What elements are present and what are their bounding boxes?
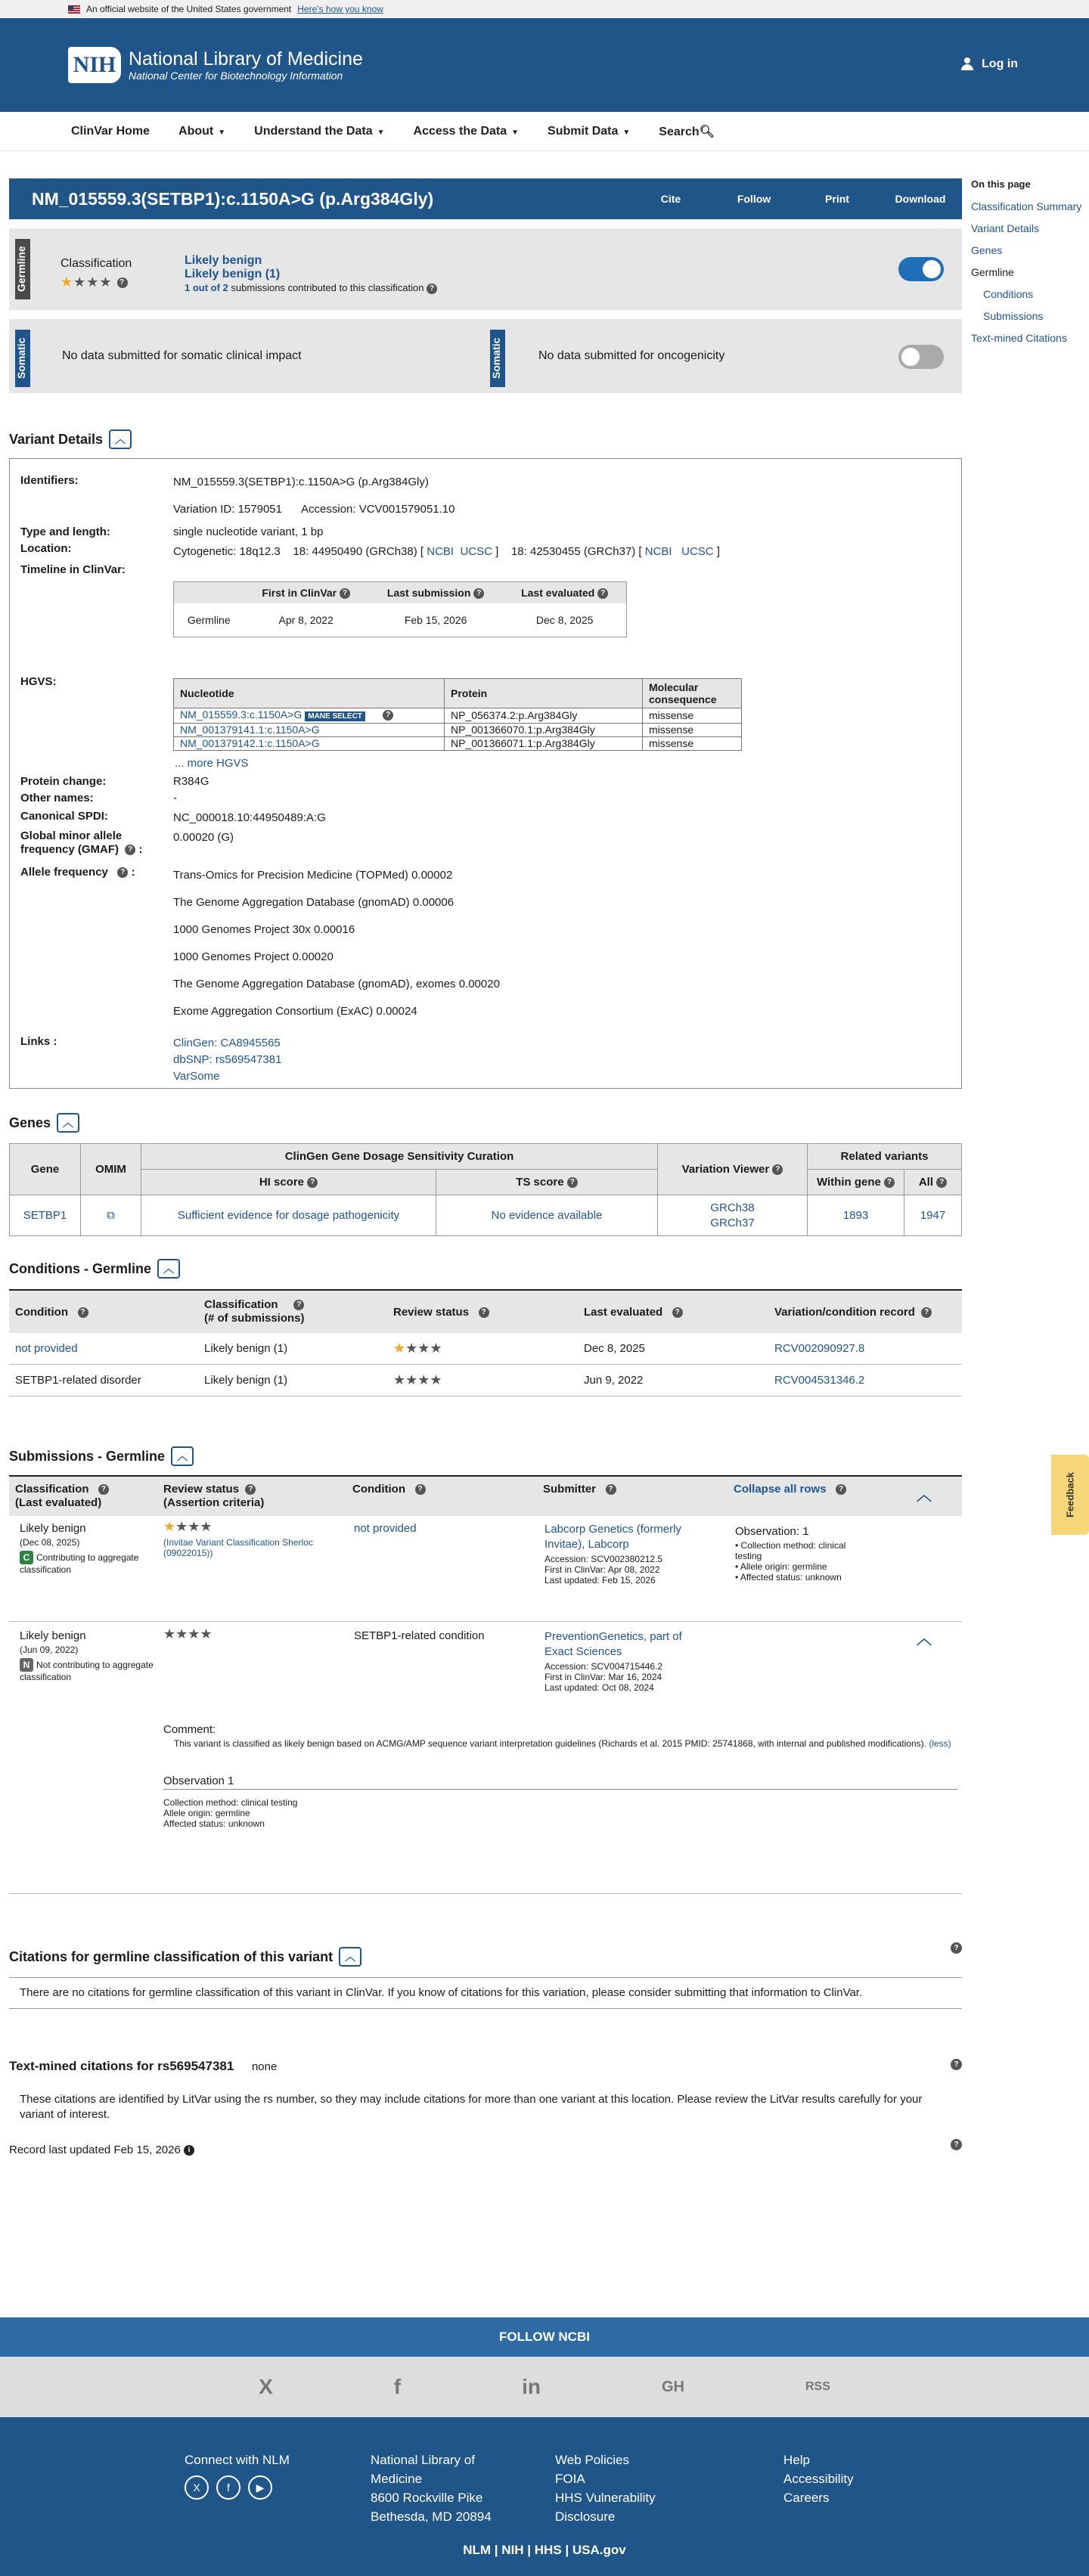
- youtube-icon[interactable]: ▶: [248, 2475, 272, 2500]
- help-icon: ?: [597, 588, 608, 599]
- login-label: Log in: [982, 57, 1018, 70]
- mane-select-badge: MANE SELECT: [305, 711, 365, 721]
- spdi-value: NC_000018.10:44950489:A:G: [173, 811, 326, 824]
- genes-header-ts: TS score ?: [436, 1170, 658, 1195]
- accession: Accession: VCV001579051.10: [301, 503, 455, 516]
- sub1-contrib: C Contributing to aggregate classification: [20, 1552, 139, 1575]
- variation-viewer-links: [658, 1195, 808, 1236]
- on-this-page: [971, 178, 1084, 354]
- nav-about[interactable]: [178, 125, 225, 138]
- footer-address: [371, 2450, 492, 2526]
- hgvs-protein: NP_056374.2:p.Arg384Gly: [445, 708, 643, 724]
- on-this-page-heading: On this page: [971, 178, 1031, 190]
- sub1-condition-link[interactable]: not provided: [354, 1522, 417, 1535]
- help-icon: ?: [245, 1484, 256, 1495]
- footer-agencies[interactable]: NLM | NIH | HHS | USA.gov: [463, 2543, 626, 2557]
- clingen-link[interactable]: ClinGen: CA8945565: [173, 1037, 281, 1049]
- cytogenetic: Cytogenetic: 18q12.3: [173, 545, 281, 558]
- facebook-icon[interactable]: f: [216, 2475, 240, 2500]
- collapse-all-rows-link[interactable]: Collapse all rows: [734, 1483, 827, 1496]
- somatic-toggle[interactable]: [898, 345, 944, 369]
- submissions-heading: Submissions - Germline: [9, 1448, 166, 1464]
- textmined-text: These citations are identified by LitVar using the rs number, so they may include citations for more than one variant at this location. Please review the LitVar results carefully for your variant of interest.: [20, 2093, 923, 2121]
- sub1-updated: Last updated: Feb 15, 2026: [544, 1575, 656, 1586]
- hgvs-consequence: missense: [643, 737, 742, 751]
- germline-tab: Germline: [15, 239, 30, 299]
- sub1-observation: Observation: 1: [735, 1525, 809, 1538]
- toc-text-mined[interactable]: Text-mined Citations: [971, 332, 1067, 344]
- nav-understand[interactable]: [254, 125, 384, 138]
- submissions-table: [9, 1475, 962, 1516]
- chevron-down-icon: ▼: [218, 128, 226, 137]
- hgvs-label: HGVS:: [20, 675, 57, 688]
- links-label: Links :: [20, 1035, 57, 1048]
- sub2-updated: Last updated: Oct 08, 2024: [544, 1682, 654, 1693]
- help-icon: ?: [921, 1307, 932, 1318]
- toc-genes[interactable]: Genes: [971, 244, 1003, 256]
- nav-search[interactable]: [659, 124, 715, 139]
- facebook-icon[interactable]: f: [393, 2375, 402, 2398]
- web-policies-link[interactable]: Web Policies: [555, 2453, 629, 2467]
- not-contributing-badge: N: [20, 1658, 33, 1672]
- help-icon: ?: [479, 1307, 489, 1318]
- gmaf-value: 0.00020 (G): [173, 831, 234, 844]
- nav-access-label: Access the Data: [413, 124, 507, 138]
- heres-how-link[interactable]: Here's how you know: [297, 4, 383, 14]
- genes-header-all: All ?: [904, 1170, 962, 1195]
- timeline-table: [173, 581, 627, 637]
- sub2-classification: Likely benign: [20, 1629, 86, 1642]
- hhs-vuln-link[interactable]: HHS Vulnerability: [555, 2491, 656, 2505]
- masthead: [0, 18, 1089, 112]
- conditions-header-evaluated: Last evaluated ?: [578, 1290, 768, 1333]
- sub-header-collapse: [728, 1476, 962, 1516]
- timeline-header: Last submission ?: [368, 582, 503, 604]
- location-value: Cytogenetic: 18q12.3 18: 44950490 (GRCh38) [ NCBI UCSC ] 18: 42530455 (GRCh37) [ NCBI UCSC ]: [173, 545, 720, 558]
- timeline-header: [174, 582, 244, 604]
- nav-submit[interactable]: [548, 125, 630, 138]
- submissions-count-text: submissions contributed to this classification: [231, 282, 424, 293]
- help-icon[interactable]: ?: [951, 1942, 962, 1954]
- review-stars: ★★★★ ?: [60, 274, 128, 290]
- ucsc-link[interactable]: UCSC: [460, 545, 492, 558]
- genes-header-clingen: ClinGen Gene Dosage Sensitivity Curation: [141, 1144, 658, 1170]
- gmaf-label: Global minor allele frequency (GMAF) ? :: [20, 829, 143, 856]
- identifiers-label: Identifiers:: [20, 474, 79, 487]
- help-link[interactable]: Help: [783, 2453, 810, 2467]
- rcv-link[interactable]: RCV002090927.8: [768, 1333, 962, 1365]
- rss-icon[interactable]: RSS: [805, 2380, 830, 2393]
- variation-id: Variation ID: 1579051: [173, 503, 282, 516]
- nav-submit-label: Submit Data: [548, 124, 619, 138]
- chevron-up-icon[interactable]: ︿: [917, 1487, 932, 1504]
- connect-heading: Connect with NLM: [185, 2453, 290, 2467]
- genes-header-related: Related variants: [808, 1144, 962, 1170]
- hgvs-table: [173, 678, 742, 751]
- help-icon: ?: [98, 1484, 109, 1495]
- condition-evaluated: Jun 9, 2022: [578, 1365, 768, 1396]
- sub1-obs-list: • Collection method: clinical testing • Allele origin: germline • Affected status: unknown: [735, 1540, 846, 1582]
- help-icon: ?: [125, 845, 135, 855]
- nav-search-label: Search: [659, 125, 700, 138]
- review-stars: ★★★★: [163, 1626, 213, 1641]
- info-icon[interactable]: i: [184, 2145, 194, 2156]
- login-button[interactable]: [960, 57, 1018, 71]
- help-icon: ?: [936, 1177, 947, 1188]
- review-stars: ★★★★: [163, 1519, 213, 1534]
- conditions-header: [9, 1259, 962, 1279]
- hgvs-consequence: missense: [643, 708, 742, 724]
- less-link[interactable]: (less): [929, 1738, 951, 1749]
- grch37-link[interactable]: GRCh37: [710, 1216, 755, 1229]
- condition-link[interactable]: not provided: [9, 1333, 198, 1365]
- all-variants-link[interactable]: 1947: [904, 1195, 962, 1236]
- sub-header-condition: Condition ?: [346, 1476, 537, 1516]
- protein-change-label: Protein change:: [20, 775, 107, 788]
- germline-summary: [9, 228, 962, 310]
- sub-header-classification: Classification ? (Last evaluated): [9, 1476, 157, 1516]
- hgvs-nucleotide[interactable]: NM_001379142.1:c.1150A>G: [174, 737, 445, 751]
- germline-classification-count-link[interactable]: Likely benign (1): [185, 268, 281, 281]
- rcv-link[interactable]: RCV004531346.2: [768, 1365, 962, 1396]
- help-icon: ?: [78, 1307, 88, 1318]
- genes-header: [9, 1113, 962, 1133]
- toc-classification-summary[interactable]: Classification Summary: [971, 200, 1082, 212]
- help-icon: ?: [884, 1177, 895, 1188]
- grch38-link[interactable]: GRCh38: [710, 1201, 755, 1214]
- nlm-line: Bethesda, MD 20894: [371, 2509, 492, 2524]
- timeline-header: Last evaluated ?: [503, 582, 626, 604]
- somatic-tab-1: Somatic: [15, 330, 30, 387]
- hgvs-nucleotide[interactable]: NM_001379141.1:c.1150A>G: [174, 724, 445, 737]
- toc-germline: Germline: [971, 266, 1014, 278]
- sub-header-submitter: Submitter ?: [537, 1476, 728, 1516]
- classification-label: Classification: [60, 257, 132, 270]
- linkedin-icon[interactable]: in: [522, 2375, 541, 2398]
- help-icon[interactable]: ?: [427, 284, 437, 294]
- review-stars: ★★★★: [387, 1365, 578, 1396]
- conditions-header-review: Review status ?: [387, 1290, 578, 1333]
- hgvs-header: Nucleotide: [174, 679, 445, 708]
- af-item: 1000 Genomes Project 30x 0.00016: [173, 923, 355, 936]
- submissions-count-link[interactable]: 1 out of 2: [185, 282, 228, 293]
- submission-row-2: [9, 1622, 962, 1894]
- footer: [0, 2417, 1089, 2576]
- gov-banner-text: An official website of the United States government: [86, 4, 292, 14]
- timeline-label: Timeline in ClinVar:: [20, 563, 126, 576]
- condition-evaluated: Dec 8, 2025: [578, 1333, 768, 1365]
- genes-header-hi: HI score ?: [141, 1170, 436, 1195]
- variant-title-bar: [9, 178, 962, 219]
- collapse-genes-button[interactable]: ︿: [57, 1113, 79, 1133]
- nav-access[interactable]: [414, 125, 520, 138]
- hgvs-protein: NP_001366071.1:p.Arg384Gly: [445, 737, 643, 751]
- variant-details-heading: Variant Details: [9, 431, 104, 447]
- more-hgvs-link[interactable]: ... more HGVS: [175, 757, 249, 770]
- condition-name: SETBP1-related disorder: [9, 1365, 198, 1396]
- help-icon: ?: [836, 1484, 846, 1495]
- timeline-cell: Germline: [187, 614, 231, 627]
- toc-conditions[interactable]: Conditions: [983, 288, 1034, 300]
- variation-ids: [173, 503, 455, 516]
- collapse-variant-details-button[interactable]: ︿: [109, 429, 132, 449]
- comment-text: This variant is classified as likely benign based on ACMG/AMP sequence variant interpretation guidelines (Richards et al. 2015 PMID: 25741868, with internal and published modifications). (less): [174, 1738, 951, 1749]
- help-icon: ?: [567, 1177, 578, 1188]
- x-icon[interactable]: X: [185, 2475, 209, 2500]
- sub-header-review: Review status ? (Assertion criteria): [157, 1476, 346, 1516]
- submission-row-1: [9, 1516, 962, 1622]
- print-button[interactable]: Print: [825, 193, 849, 205]
- hgvs-consequence: missense: [643, 724, 742, 737]
- nlm-line[interactable]: Medicine: [371, 2472, 423, 2486]
- help-icon[interactable]: ?: [117, 277, 128, 288]
- variant-details-header: [9, 429, 962, 449]
- timeline-cell: Apr 8, 2022: [278, 614, 334, 627]
- help-icon: ?: [293, 1300, 304, 1310]
- main-nav: [0, 112, 1089, 151]
- chevron-up-icon[interactable]: ︿: [917, 1631, 932, 1648]
- conditions-heading: Conditions - Germline: [9, 1260, 152, 1276]
- genes-table: [9, 1143, 962, 1236]
- textmined-header: [9, 2059, 962, 2074]
- sub2-accession: Accession: SCV004715446.2: [544, 1661, 663, 1672]
- hgvs-header: Molecular consequence: [643, 679, 742, 708]
- help-icon: ?: [606, 1484, 616, 1495]
- masthead-title[interactable]: National Library of Medicine: [129, 48, 363, 70]
- observation-title: Observation 1: [163, 1775, 957, 1790]
- af-item: The Genome Aggregation Database (gnomAD) 0.00006: [173, 896, 455, 909]
- masthead-subtitle: National Center for Biotechnology Information: [129, 70, 343, 82]
- varsome-link[interactable]: VarSome: [173, 1070, 220, 1083]
- grch38-location: 18: 44950490 (GRCh38) [: [293, 545, 424, 558]
- help-icon[interactable]: ?: [951, 2139, 962, 2150]
- af-item: The Genome Aggregation Database (gnomAD), exomes 0.00020: [173, 978, 500, 990]
- hi-score-link[interactable]: Sufficient evidence for dosage pathogenicity: [141, 1195, 436, 1236]
- protein-change-value: R384G: [173, 775, 209, 788]
- help-icon: ?: [415, 1484, 426, 1495]
- page-title: NM_015559.3(SETBP1):c.1150A>G (p.Arg384Gly): [32, 188, 434, 209]
- allele-frequency-label: Allele frequency ? :: [20, 866, 135, 879]
- ts-score-link[interactable]: No evidence available: [436, 1195, 658, 1236]
- condition-classification: Likely benign (1): [198, 1333, 387, 1365]
- grch37-location: 18: 42530455 (GRCh37) [: [510, 545, 642, 558]
- toc-submissions[interactable]: Submissions: [983, 310, 1044, 322]
- contributing-badge: C: [20, 1551, 33, 1564]
- condition-classification: Likely benign (1): [198, 1365, 387, 1396]
- person-icon: [960, 57, 974, 71]
- gov-banner: [0, 0, 1089, 18]
- ucsc-link[interactable]: UCSC: [681, 545, 714, 558]
- type-label: Type and length:: [20, 525, 110, 538]
- help-icon: ?: [340, 588, 350, 599]
- germline-classification-link[interactable]: Likely benign: [185, 254, 262, 267]
- genes-header-omim: OMIM: [81, 1144, 141, 1195]
- help-icon: ?: [117, 867, 128, 878]
- external-link-icon[interactable]: ⧉: [81, 1195, 141, 1236]
- ncbi-link[interactable]: NCBI: [644, 545, 672, 558]
- citations-text: There are no citations for germline classification of this variant in ClinVar. If you know of citations for this variation, please consider submitting that information to ClinVar.: [9, 1977, 962, 2009]
- genes-header-gene: Gene: [10, 1144, 81, 1195]
- sub1-classification: Likely benign: [20, 1522, 86, 1535]
- search-icon: 🔍︎: [699, 125, 715, 138]
- identifiers-value: NM_015559.3(SETBP1):c.1150A>G (p.Arg384Gly): [173, 476, 429, 488]
- help-icon: ?: [383, 710, 393, 721]
- sub2-submitter-link[interactable]: PreventionGenetics, part of Exact Sciences: [544, 1630, 682, 1658]
- sub2-contrib: N Not contributing to aggregate classification: [20, 1660, 154, 1682]
- conditions-header-condition: Condition ?: [9, 1290, 198, 1333]
- af-item: Trans-Omics for Precision Medicine (TOPMed) 0.00002: [173, 869, 453, 882]
- nav-clinvar-home[interactable]: ClinVar Home: [71, 124, 150, 138]
- record-updated: [9, 2140, 962, 2156]
- gene-link[interactable]: SETBP1: [10, 1195, 81, 1236]
- other-names-value: -: [173, 792, 177, 804]
- nlm-line[interactable]: National Library of: [371, 2453, 475, 2467]
- genes-header-viewer: Variation Viewer ?: [658, 1144, 808, 1195]
- conditions-table: [9, 1289, 962, 1396]
- sub2-obs-list: Collection method: clinical testing Allele origin: germline Affected status: unknown: [163, 1797, 298, 1829]
- somatic-summary: [9, 319, 962, 393]
- germline-toggle[interactable]: [898, 257, 944, 281]
- help-icon: ?: [473, 588, 484, 599]
- careers-link[interactable]: Careers: [783, 2491, 830, 2505]
- sub2-condition: SETBP1-related condition: [354, 1629, 485, 1642]
- location-label: Location:: [20, 542, 72, 555]
- hgvs-header: Protein: [445, 679, 643, 708]
- oncogenicity-text: No data submitted for oncogenicity: [538, 349, 725, 362]
- citations-heading: Citations for germline classification of this variant: [9, 1948, 334, 1964]
- sub2-date: (Jun 09, 2022): [20, 1644, 79, 1655]
- nav-understand-label: Understand the Data: [254, 124, 373, 138]
- help-icon: ?: [307, 1177, 318, 1188]
- feedback-button[interactable]: Feedback: [1051, 1455, 1089, 1535]
- footer-help: [783, 2450, 854, 2507]
- review-stars: ★★★★: [387, 1333, 578, 1365]
- follow-ncbi: FOLLOW NCBI: [0, 2317, 1089, 2357]
- download-button[interactable]: Download: [895, 193, 946, 205]
- disclosure-link[interactable]: Disclosure: [555, 2509, 616, 2524]
- within-gene-link[interactable]: 1893: [808, 1195, 904, 1236]
- help-icon: ?: [672, 1307, 683, 1318]
- footer-connect: [185, 2450, 290, 2500]
- sub2-first: First in ClinVar: Mar 16, 2024: [544, 1672, 662, 1682]
- type-value: single nucleotide variant, 1 bp: [173, 525, 324, 538]
- somatic-tab-2: Somatic: [490, 330, 505, 387]
- table-row: [9, 1365, 962, 1396]
- foia-link[interactable]: FOIA: [555, 2472, 585, 2486]
- timeline-header: First in ClinVar ?: [244, 582, 368, 604]
- help-icon: ?: [772, 1164, 783, 1175]
- sub1-first: First in ClinVar: Apr 08, 2022: [544, 1564, 660, 1575]
- other-names-label: Other names:: [20, 792, 94, 804]
- citations-header: [9, 1944, 962, 1967]
- chevron-down-icon: ▼: [511, 128, 520, 137]
- sub1-accession: Accession: SCV002380212.5: [544, 1554, 663, 1564]
- textmined-heading: Text-mined citations for rs569547381: [9, 2059, 234, 2073]
- nlm-line: 8600 Rockville Pike: [371, 2491, 483, 2505]
- assertion-criteria-link[interactable]: (Invitae Variant Classification Sherloc (09022015)): [163, 1537, 313, 1558]
- accessibility-link[interactable]: Accessibility: [783, 2472, 854, 2486]
- hgvs-protein: NP_001366070.1:p.Arg384Gly: [445, 724, 643, 737]
- somatic-clinical-text: No data submitted for somatic clinical impact: [62, 349, 302, 362]
- dbsnp-link[interactable]: dbSNP: rs569547381: [173, 1053, 282, 1066]
- af-item: Exome Aggregation Consortium (ExAC) 0.00024: [173, 1005, 417, 1018]
- table-row: [9, 1333, 962, 1365]
- toc-variant-details[interactable]: Variant Details: [971, 222, 1040, 234]
- sub1-date: (Dec 08, 2025): [20, 1537, 80, 1548]
- hgvs-nucleotide[interactable]: NM_015559.3:c.1150A>G MANE SELECT ?: [174, 708, 445, 724]
- collapse-citations-button[interactable]: ︿: [339, 1947, 361, 1967]
- help-icon[interactable]: ?: [951, 2059, 962, 2070]
- variant-details-box: [9, 458, 962, 1089]
- record-updated-text: Record last updated Feb 15, 2026: [9, 2144, 181, 2156]
- collapse-conditions-button[interactable]: ︿: [157, 1259, 180, 1279]
- conditions-header-classification: Classification ? (# of submissions): [198, 1290, 387, 1333]
- genes-heading: Genes: [9, 1114, 51, 1130]
- cite-button[interactable]: Cite: [660, 193, 681, 205]
- timeline-cell: Dec 8, 2025: [535, 614, 594, 627]
- nih-logo[interactable]: NIH: [68, 47, 121, 83]
- textmined-none: none: [251, 2060, 278, 2073]
- af-item: 1000 Genomes Project 0.00020: [173, 950, 334, 963]
- us-flag-icon: [68, 5, 80, 14]
- github-icon[interactable]: GH: [662, 2378, 684, 2395]
- ncbi-link[interactable]: NCBI: [427, 545, 455, 558]
- sub1-submitter-link[interactable]: Labcorp Genetics (formerly Invitae), Labcorp: [544, 1523, 681, 1551]
- footer-policies: [555, 2450, 656, 2526]
- follow-button[interactable]: Follow: [737, 193, 771, 205]
- comment-label: Comment:: [163, 1723, 216, 1736]
- conditions-header-record: Variation/condition record ?: [768, 1290, 962, 1333]
- chevron-down-icon: ▼: [622, 128, 631, 137]
- spdi-label: Canonical SPDI:: [20, 810, 108, 823]
- social-links: [0, 2357, 1089, 2417]
- nav-about-label: About: [178, 124, 214, 138]
- collapse-submissions-button[interactable]: ︿: [171, 1446, 194, 1466]
- genes-header-within: Within gene ?: [808, 1170, 904, 1195]
- timeline-cell: Feb 15, 2026: [404, 614, 467, 627]
- submissions-header: [9, 1446, 962, 1466]
- x-icon[interactable]: X: [259, 2375, 273, 2398]
- chevron-down-icon: ▼: [377, 128, 385, 137]
